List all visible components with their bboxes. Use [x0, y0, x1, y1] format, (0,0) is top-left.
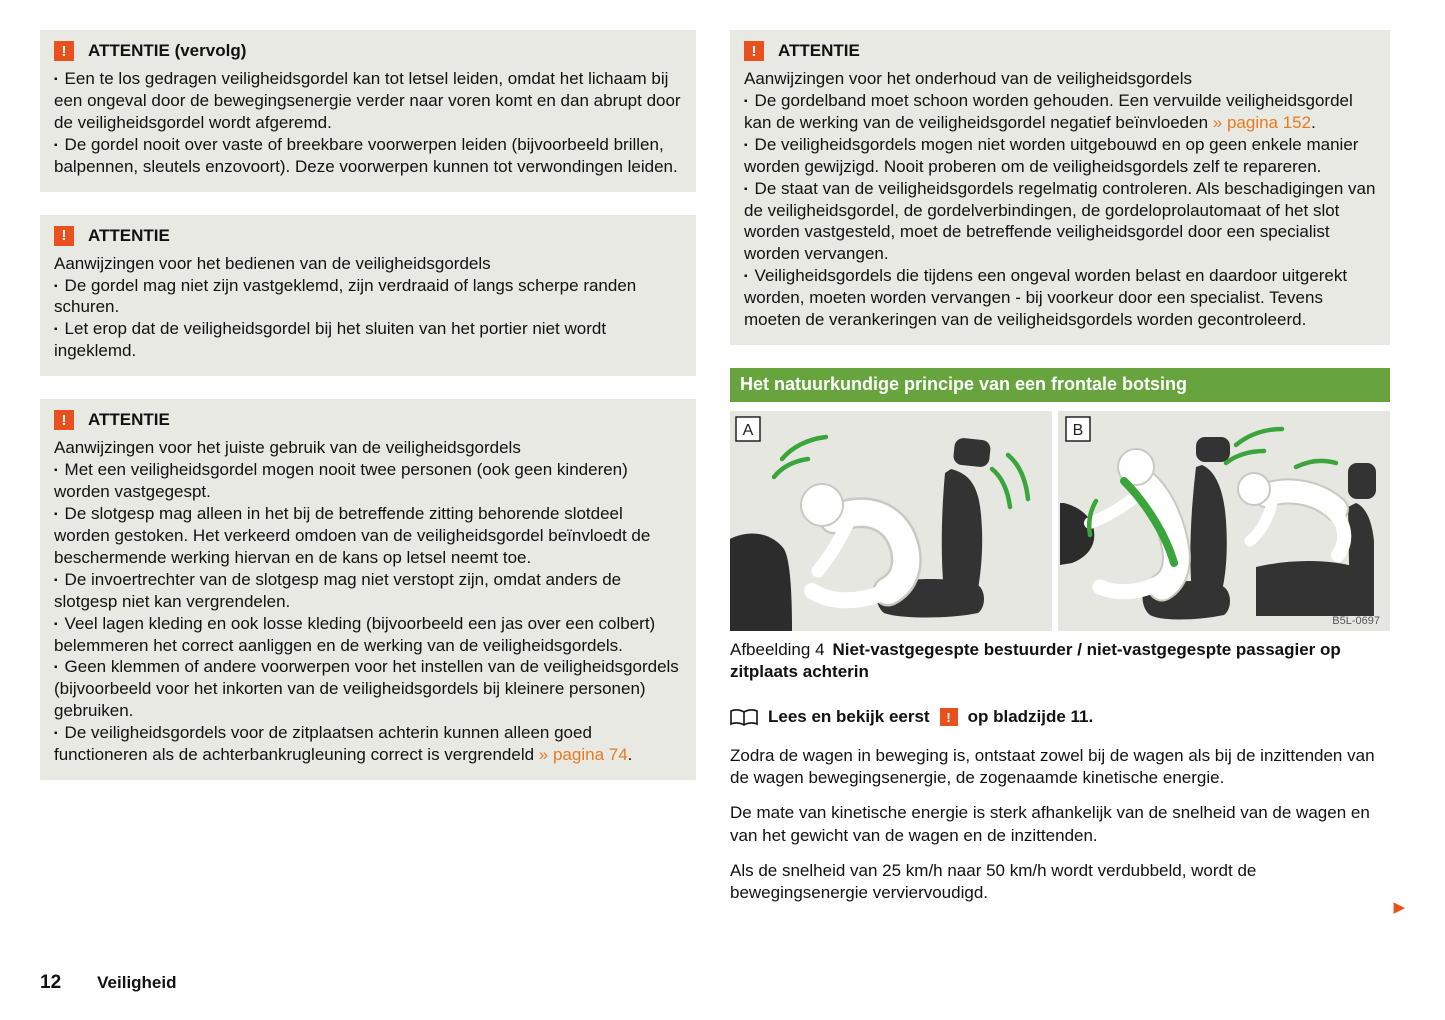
bullet-icon: ▪: [54, 280, 58, 292]
list-item: [744, 90, 1376, 134]
figure-code: B5L-0697: [1332, 615, 1380, 628]
bullet-text: Veel lagen kleding en ook losse kleding (bijvoorbeeld een jas over een colbert) belemmeren het correct aanliggen en de werking van de veiligheidsgordels.: [54, 613, 656, 655]
warning-icon: !: [744, 41, 764, 61]
body-paragraph: Zodra de wagen in beweging is, ontstaat zowel bij de wagen als bij de inzittenden van de wagen bewegingsenergie, de zogenaamde kinetische energie.: [730, 746, 1375, 788]
bullet-text: De gordelband moet schoon worden gehouden. Een vervuilde veiligheidsgordel kan de werking van de veiligheidsgordel negatief beïnvloeden: [744, 90, 1353, 132]
figure-caption-text: Niet-vastgegespte bestuurder / niet-vastgegespte passagier op zitplaats achterin: [730, 640, 1341, 682]
warning-icon: !: [54, 226, 74, 246]
panel-divider: [1052, 411, 1058, 631]
list-item: [54, 68, 682, 134]
bullet-text: De gordel nooit over vaste of breekbare voorwerpen leiden (bijvoorbeeld brillen, balpennen, sleutels enzovoort). Deze voorwerpen kunnen tot verwondingen leiden.: [54, 134, 678, 176]
chapter-label: Veiligheid: [97, 973, 177, 992]
list-item: [744, 134, 1376, 178]
read-first-text: Lees en bekijk eerst: [768, 707, 930, 727]
attention-header: [54, 41, 682, 61]
figure-illustration: [730, 411, 1390, 631]
attention-title: ATTENTIE (vervolg): [88, 41, 247, 60]
attention-title: ATTENTIE: [88, 225, 170, 245]
bullet-icon: ▪: [744, 183, 748, 195]
attention-title: ATTENTIE: [778, 41, 860, 60]
list-item: [54, 275, 682, 319]
left-column: [40, 30, 696, 803]
bullet-text: Met een veiligheidsgordel mogen nooit twee personen (ook geen kinderen) worden vastgegespt.: [54, 460, 628, 502]
bullet-text: De staat van de veiligheidsgordels regelmatig controleren. Als beschadigingen van de veiligheidsgordel, de gordelverbindingen, de gordeloprolautomaat of het slot worden vastgesteld, moet de betreffende veiligheidsgordel door een specialist worden vervangen.: [744, 178, 1376, 264]
bullet-text-suffix: .: [1311, 112, 1316, 132]
attention-box-continued: [40, 30, 696, 192]
figure-caption-prefix: Afbeelding 4: [730, 640, 825, 660]
read-first-page: op bladzijde 11.: [967, 707, 1094, 727]
list-item: [54, 569, 682, 613]
list-item: [744, 265, 1376, 331]
attention-body: [54, 253, 682, 363]
bullet-icon: ▪: [54, 508, 58, 520]
page-number: 12: [40, 972, 62, 993]
list-item: [744, 178, 1376, 266]
attention-header: [54, 410, 682, 430]
bullet-text-suffix: .: [627, 745, 633, 765]
bullet-text: Let erop dat de veiligheidsgordel bij het sluiten van het portier niet wordt ingeklemd.: [54, 319, 607, 361]
attention-box-maintenance: [730, 30, 1390, 345]
attention-body: [54, 437, 682, 766]
bullet-icon: ▪: [744, 95, 748, 107]
dashboard-shape: [730, 534, 792, 631]
bullet-text: De invoertrechter van de slotgesp mag niet verstopt zijn, omdat anders de slotgesp niet kan vergrendelen.: [54, 569, 622, 611]
bullet-icon: ▪: [54, 728, 58, 740]
bullet-icon: ▪: [54, 465, 58, 477]
list-item: [54, 613, 682, 657]
attention-intro: Aanwijzingen voor het onderhoud van de veiligheidsgordels: [744, 69, 1192, 88]
attention-intro: Aanwijzingen voor het bedienen van de veiligheidsgordels: [54, 253, 491, 273]
panel-b-label: B: [1072, 422, 1084, 440]
bullet-icon: ▪: [54, 662, 58, 674]
body-paragraph: Als de snelheid van 25 km/h naar 50 km/h wordt verdubbeld, wordt de bewegingsenergie verviervoudigd.: [730, 860, 1257, 902]
page-link-74[interactable]: » pagina 74: [538, 745, 628, 765]
list-item: [54, 503, 682, 569]
bullet-text: De veiligheidsgordels mogen niet worden uitgebouwd en op geen enkele manier worden gewijzigd. Nooit proberen om de veiligheidsgordels zelf te repareren.: [744, 134, 1359, 176]
bullet-icon: ▪: [54, 139, 58, 151]
attention-body: [54, 68, 682, 178]
bullet-text: De veiligheidsgordels voor de zitplaatsen achterin kunnen alleen goed functioneren als de achterbankrugleuning correct is vergrendeld: [54, 723, 592, 765]
read-first-note: [730, 707, 1390, 727]
list-item: [54, 134, 682, 178]
bullet-text: Veiligheidsgordels die tijdens een ongeval worden belast en daardoor uitgerekt worden, moeten worden vervangen - bij voorkeur door een specialist. Tevens moeten de verankeringen van de veiligheidsgordels worden gecontroleerd.: [744, 266, 1348, 330]
attention-box-correct-use: [40, 399, 696, 780]
page-link-152[interactable]: » pagina 152: [1212, 112, 1312, 132]
list-item: [54, 722, 682, 766]
section-heading: Het natuurkundige principe van een frontale botsing: [730, 368, 1390, 402]
page-footer: [40, 972, 177, 994]
warning-icon: !: [940, 708, 958, 726]
attention-body: [744, 68, 1376, 331]
bullet-icon: ▪: [744, 139, 748, 151]
right-column: [730, 30, 1390, 917]
continuation-arrow-icon: ▶: [1393, 899, 1405, 916]
attention-title: ATTENTIE: [88, 410, 170, 430]
bullet-icon: ▪: [54, 324, 58, 336]
list-item: [54, 656, 682, 722]
bullet-icon: ▪: [54, 74, 58, 85]
bullet-text: Een te los gedragen veiligheidsgordel kan tot letsel leiden, omdat het lichaam bij een ongeval door de bewegingsenergie verder naar voren komt en dan abrupt door de veiligheidsgordel wordt afgeremd.: [54, 69, 681, 132]
bullet-icon: ▪: [54, 574, 58, 586]
bullet-text: De slotgesp mag alleen in het bij de betreffende zitting behorende slotdeel worden gestoken. Het verkeerd omdoen van de veiligheidsgordel beïnvloedt de beschermende werking hiervan en de kans op letsel neemt toe.: [54, 503, 651, 567]
list-item: [54, 318, 682, 362]
attention-box-operating: [40, 215, 696, 377]
bullet-text: Geen klemmen of andere voorwerpen voor het instellen van de veiligheidsgordels (bijvoorbeeld voor het inkorten van de veiligheidsgordels bij kleinere personen) gebruiken.: [54, 657, 679, 721]
list-item: [54, 459, 682, 503]
bullet-icon: ▪: [744, 271, 748, 283]
body-paragraph: De mate van kinetische energie is sterk afhankelijk van de snelheid van de wagen en van het gewicht van de wagen en de inzittenden.: [730, 803, 1370, 845]
attention-header: [54, 226, 682, 246]
bullet-text: De gordel mag niet zijn vastgeklemd, zijn verdraaid of langs scherpe randen schuren.: [54, 275, 637, 317]
figure-caption: [730, 639, 1390, 683]
attention-header: [744, 41, 1376, 61]
warning-icon: !: [54, 41, 74, 61]
panel-a-label: A: [742, 422, 754, 440]
warning-icon: !: [54, 410, 74, 430]
bullet-icon: ▪: [54, 618, 58, 630]
attention-intro: Aanwijzingen voor het juiste gebruik van de veiligheidsgordels: [54, 438, 521, 458]
book-icon: [730, 708, 758, 727]
